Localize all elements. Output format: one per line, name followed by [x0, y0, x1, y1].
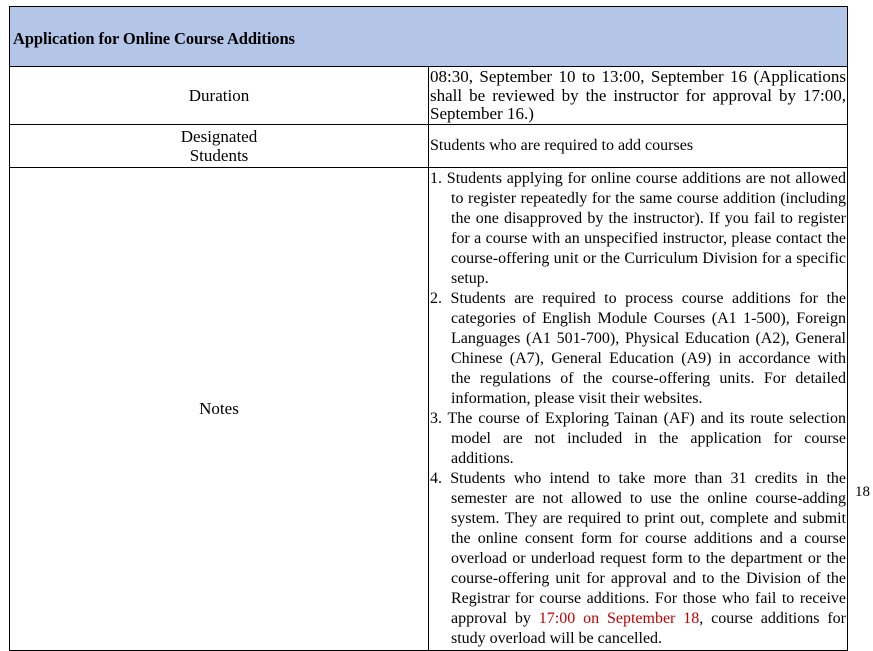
- designated-students-value: Students who are required to add courses: [429, 124, 848, 167]
- table-title: Application for Online Course Additions: [10, 7, 848, 67]
- note-item-3: 3. The course of Exploring Tainan (AF) and its route selection model are not included in the application for course additions.: [430, 409, 846, 467]
- designated-students-label-line1: Designated: [180, 126, 258, 146]
- notes-content: [429, 167, 848, 650]
- note-item-2: 2. Students are required to process course additions for the categories of English Module Courses (A1 1-500), Foreign Languages (A1 501-700), Physical Education (A2), General Chinese (A7), General Education (A9) in accordance with the regulations of the course-offering units. For detailed information, please visit their websites.: [430, 289, 846, 407]
- note-item-4: [430, 469, 846, 649]
- note-item-4-text-before: 4. Students who intend to take more than 31 credits in the semester are not allowed to use the online course-adding system. They are required to print out, complete and submit the online consent form for course additions and a course overload or underload request form to the department or the course-offering unit for approval and to the Division of the Registrar for course additions. For those who fail to receive approval by: [430, 469, 846, 627]
- table-header-row: [10, 7, 848, 67]
- approval-deadline-highlight: 17:00 on September 18: [538, 609, 700, 627]
- designated-students-label: [10, 124, 429, 167]
- page-number: 18: [855, 484, 870, 500]
- notes-label: Notes: [10, 167, 429, 650]
- duration-value: 08:30, September 10 to 13:00, September 16 (Applications shall be reviewed by the instructor for approval by 17:00, September 16.): [430, 67, 846, 123]
- duration-row: [10, 67, 848, 125]
- notes-row: [10, 167, 848, 650]
- designated-students-row: [10, 124, 848, 167]
- duration-label: Duration: [10, 67, 429, 125]
- note-item-4-text-after: , course additions for study overload will be cancelled.: [451, 609, 846, 647]
- designated-students-label-line2: Students: [189, 145, 249, 165]
- note-item-1: 1. Students applying for online course additions are not allowed to register repeatedly for the same course addition (including the one disapproved by the instructor). If you fail to register for a course with an unspecified instructor, please contact the course-offering unit or the Curriculum Division for a specific setup.: [430, 169, 846, 287]
- course-additions-table: [9, 6, 848, 651]
